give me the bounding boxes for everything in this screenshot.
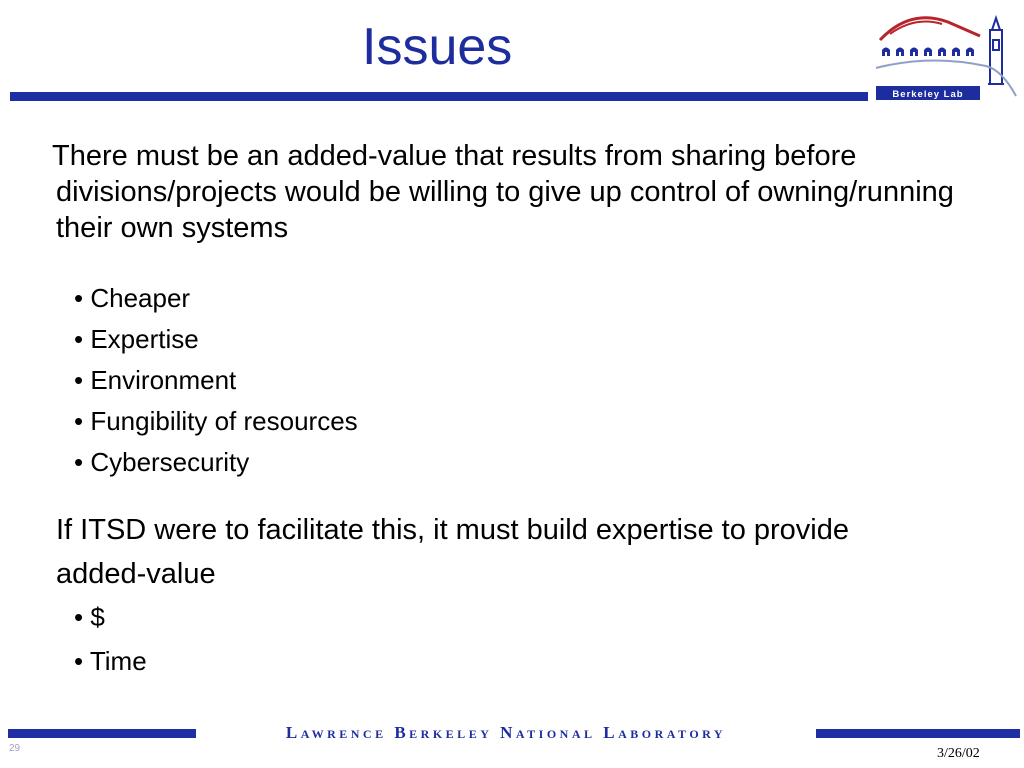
organization-name: Lawrence Berkeley National Laboratory <box>285 723 727 742</box>
bullet-item: • Environment <box>74 365 237 395</box>
paragraph-added-value: There must be an added-value that results from sharing before divisions/projects would be willing to give up control of owning/running their own systems <box>52 140 954 244</box>
footer-banner <box>196 720 816 746</box>
bullet-item: • Fungibility of resources <box>74 406 358 436</box>
bullet-list-benefits <box>74 283 358 488</box>
bullet-list-requirements <box>74 602 147 690</box>
slide-date: 3/26/02 <box>937 746 980 761</box>
page-number: 29 <box>9 743 21 754</box>
slide-title: Issues <box>362 18 513 76</box>
bullet-item: • Time <box>74 646 147 676</box>
berkeley-lab-logo <box>870 10 1020 102</box>
bullet-item: • $ <box>74 602 105 632</box>
bullet-item: • Expertise <box>74 324 199 354</box>
logo-text: Berkeley Lab <box>892 89 964 100</box>
bullet-item: • Cheaper <box>74 283 191 313</box>
title-divider <box>10 92 868 101</box>
paragraph-itsd: If ITSD were to facilitate this, it must build expertise to provide added-value <box>56 514 849 590</box>
bullet-item: • Cybersecurity <box>74 447 250 477</box>
